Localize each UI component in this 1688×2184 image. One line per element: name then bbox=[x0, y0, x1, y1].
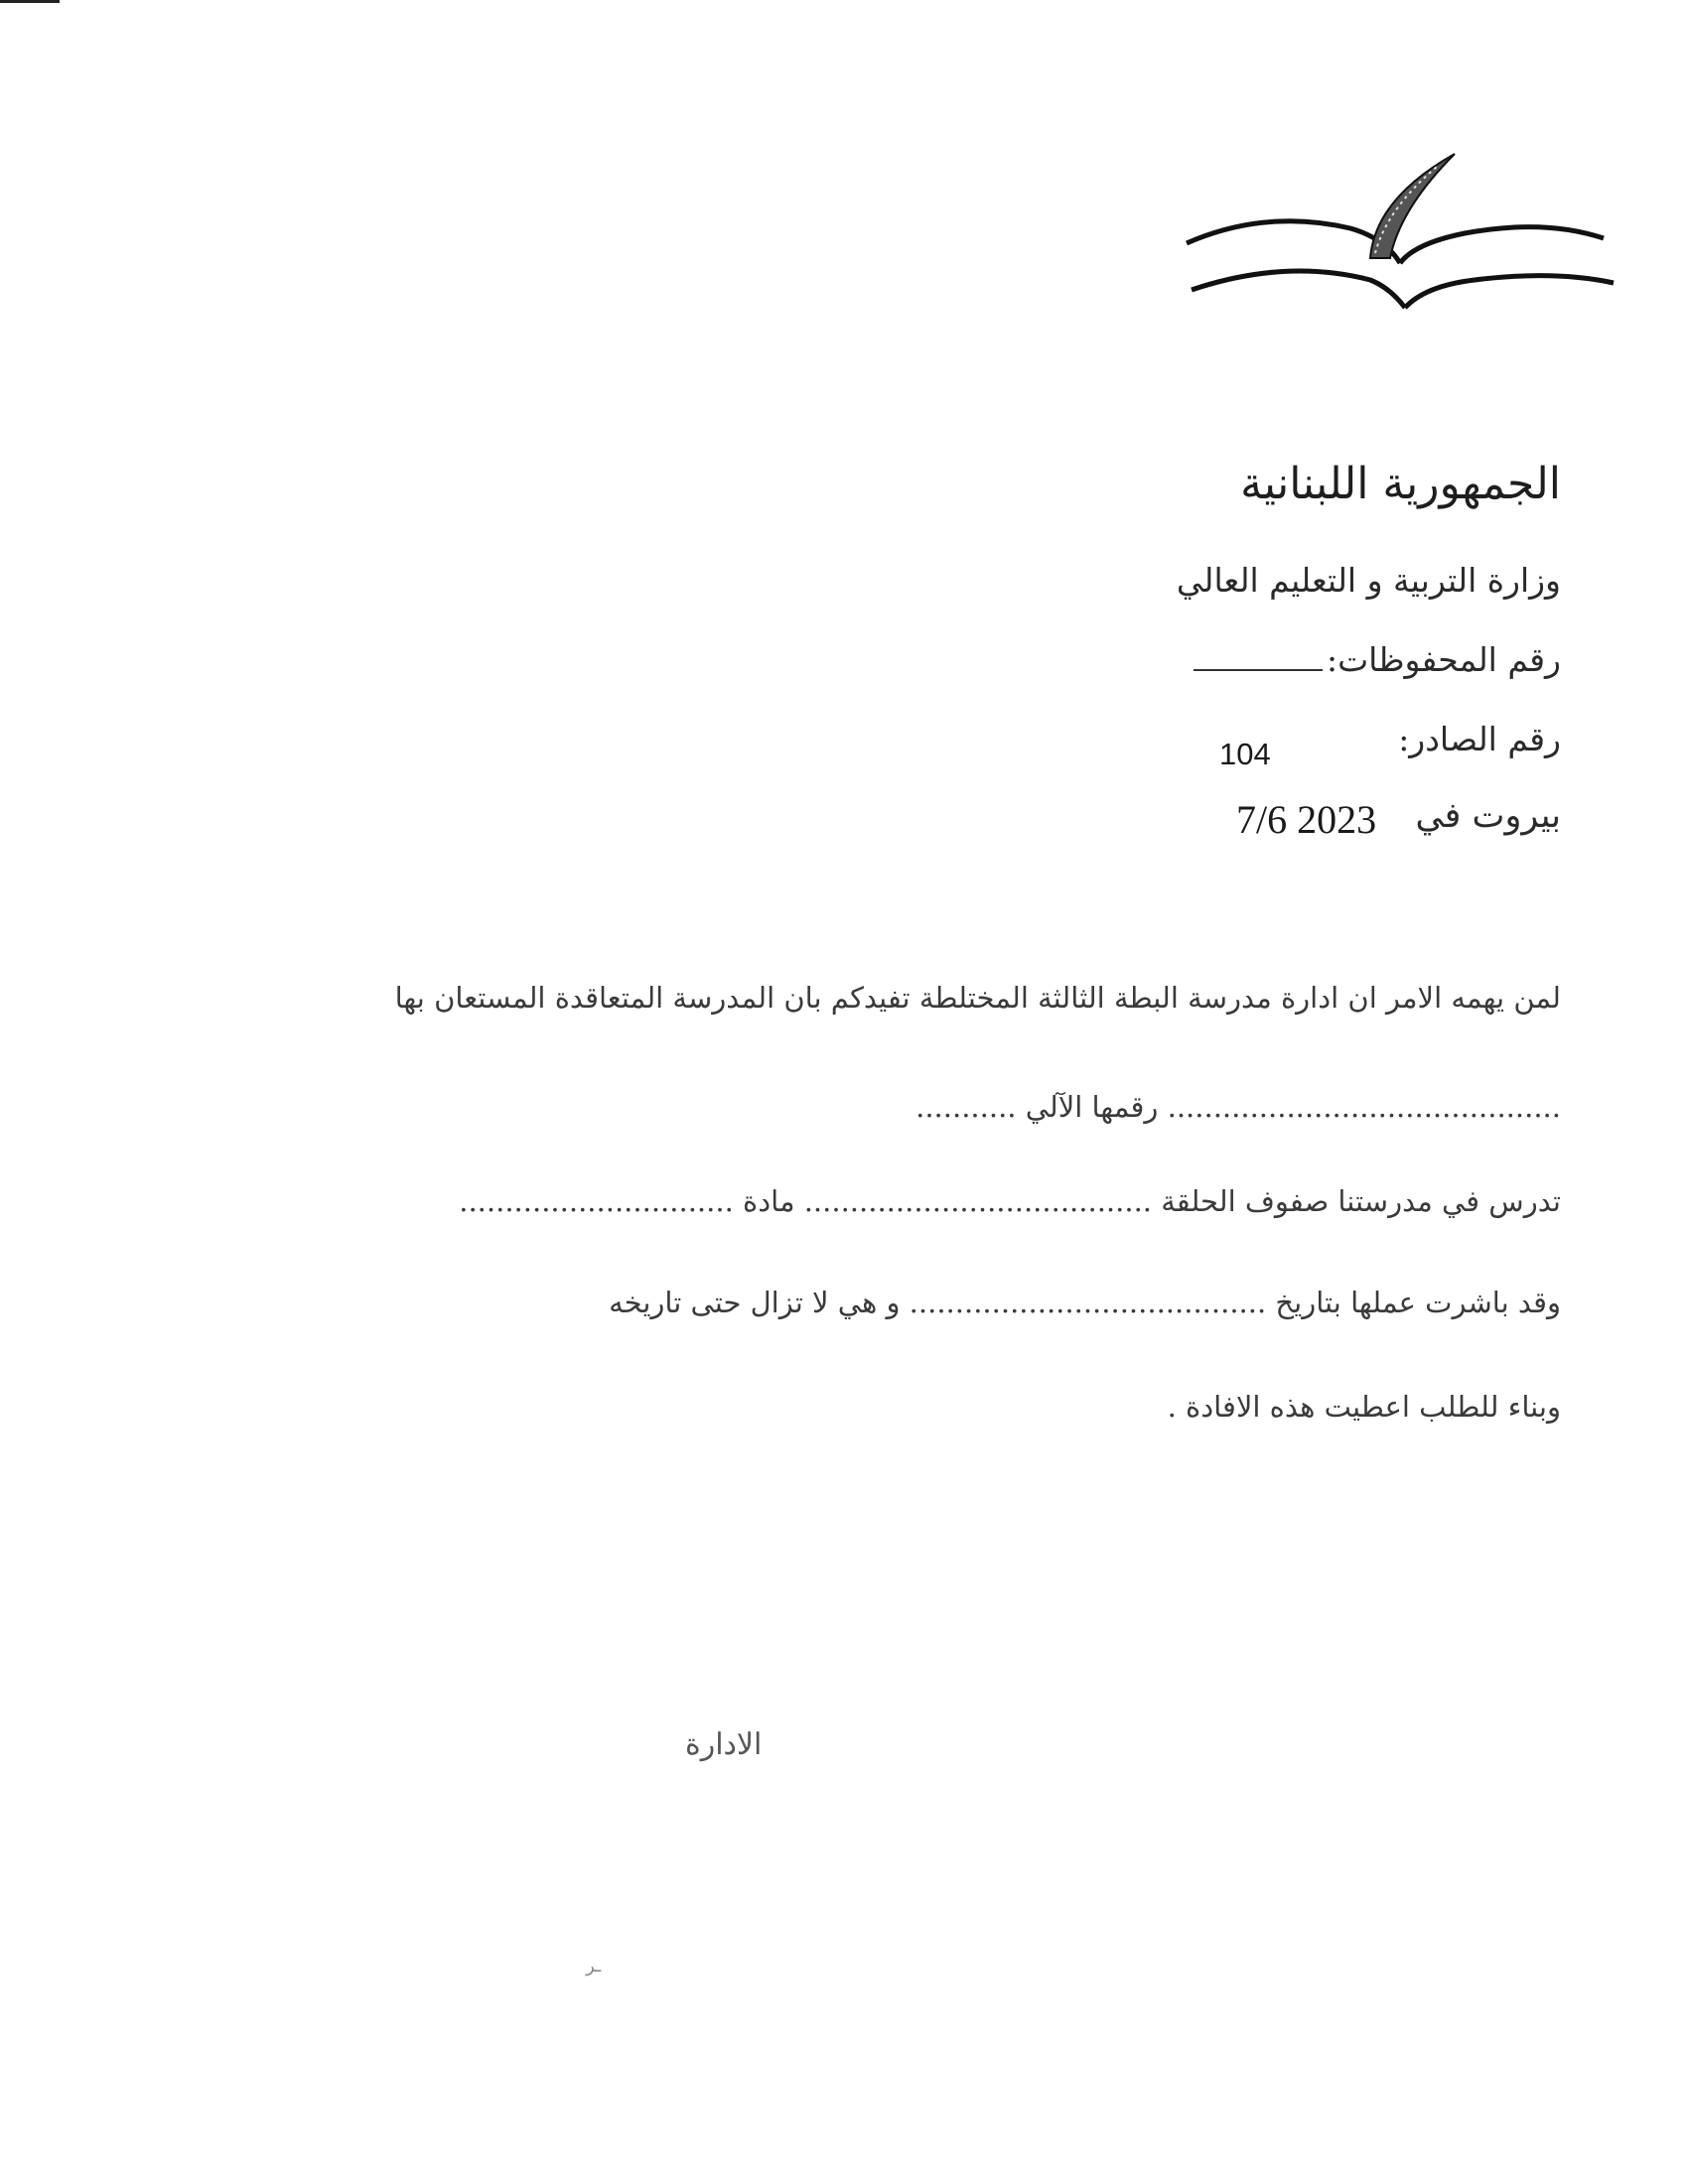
ministry-name: وزارة التربية و التعليم العالي bbox=[1176, 561, 1561, 600]
signature-label: الادارة bbox=[685, 1727, 763, 1762]
outgoing-number-value: 104 bbox=[1219, 737, 1271, 771]
body-line-4: وقد باشرت عملها بتاريخ ....................................... و هي لا تزال حتى تاريخه bbox=[609, 1286, 1561, 1319]
republic-title: الجمهورية اللبنانية bbox=[1240, 459, 1561, 509]
archive-number-label: رقم المحفوظات: bbox=[1326, 640, 1561, 679]
body-line-2: ........................................... رقمها الآلي ........... bbox=[915, 1090, 1561, 1124]
archive-number-blank bbox=[1194, 645, 1323, 671]
ministry-logo-icon bbox=[1177, 149, 1623, 323]
archive-number-row bbox=[1194, 640, 1561, 679]
body-line-3: تدرس في مدرستنا صفوف الحلقة ...................................... مادة .............................. bbox=[459, 1184, 1561, 1218]
document-date: 7/6 2023 bbox=[1236, 797, 1377, 842]
outgoing-number-label: رقم الصادر: bbox=[1398, 720, 1561, 758]
body-line-5: وبناء للطلب اعطيت هذه الافادة . bbox=[1167, 1390, 1561, 1424]
place-label: بيروت في bbox=[1415, 796, 1561, 836]
stray-mark: ـر bbox=[586, 1956, 602, 1977]
body-line-1: لمن يهمه الامر ان ادارة مدرسة البطة الثالثة المختلطة تفيدكم بان المدرسة المتعاقدة المستعان بها bbox=[394, 981, 1561, 1015]
page-edge-mark bbox=[0, 0, 60, 3]
